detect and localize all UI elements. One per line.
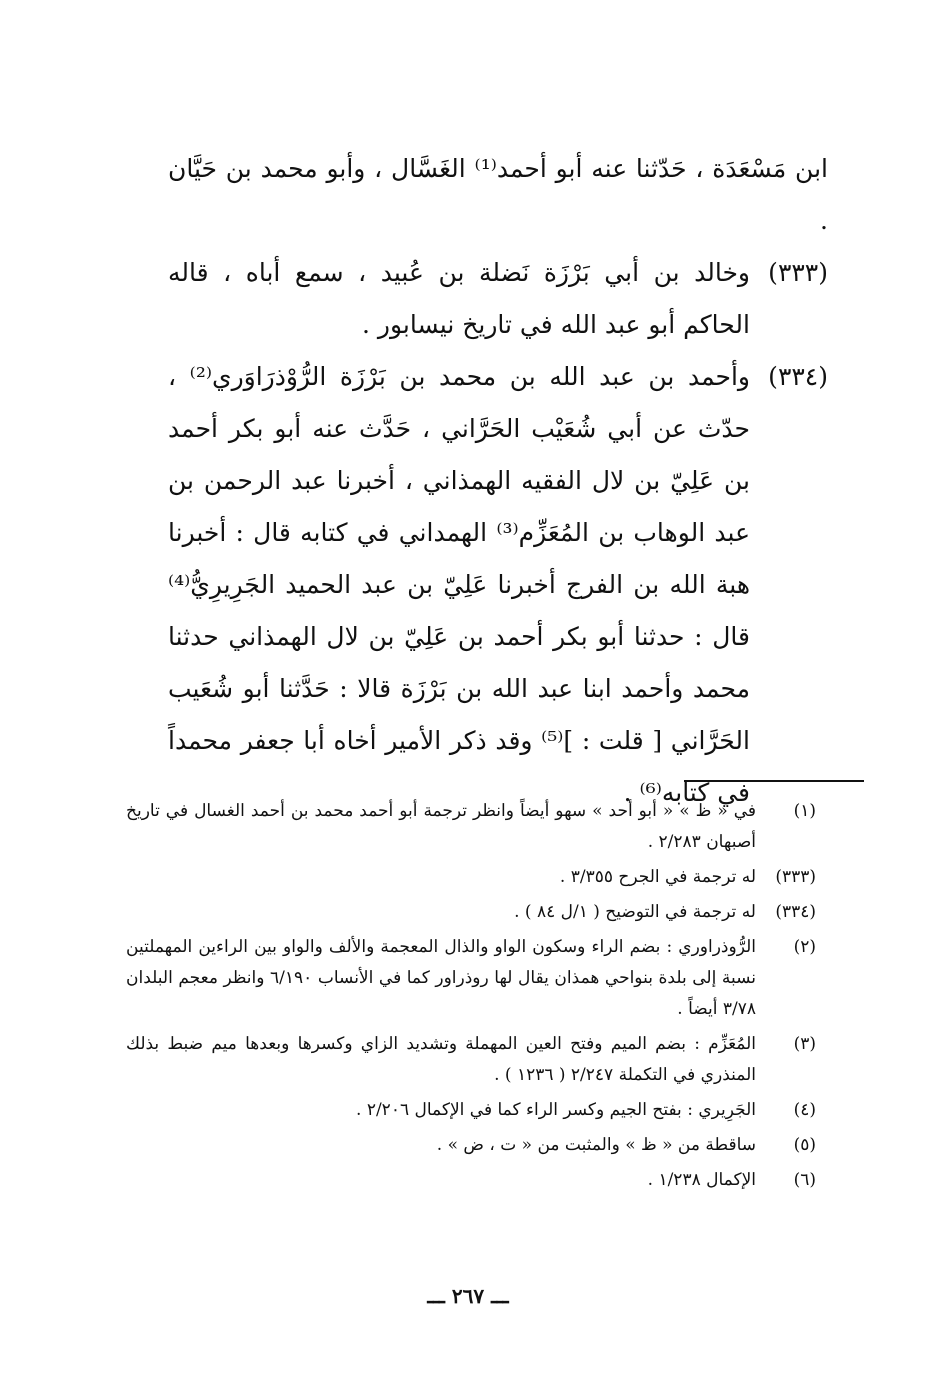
footnote-text: ساقطة من « ظ » والمثبت من « ت ، ض » . <box>436 1135 756 1155</box>
main-text <box>168 143 828 819</box>
entry-text: وخالد بن أبي بَرْزَة نَضلة بن عُبيد ، سمع أباه ، قاله الحاكم أبو عبد الله في تاريخ نيسابور . <box>168 258 750 339</box>
entry-number: (٣٣٣) <box>768 258 828 287</box>
footnote-333 <box>126 862 816 893</box>
footnote-text: الرُّوذراوري : بضم الراء وسكون الواو والذال المعجمة والألف والواو بين الراءين المهملتين نسبة إلى بلدة بنواحي همذان يقال لها روذراور كما في الأنساب ٦/١٩٠ وانظر معجم البلدان ٣/٧٨ أيضاً . <box>126 937 757 1019</box>
footnote-text: له ترجمة في التوضيح ( ١/ل ٨٤ ) . <box>514 902 756 922</box>
entry-333 <box>168 247 828 351</box>
footnote-text: في « ظ » « أبو أحد » سهو أيضاً وانظر ترجمة أبو أحمد محمد بن أحمد الغسال في تاريخ أصبهان ٢/٢٨٣ . <box>126 801 756 852</box>
entry-text: وأحمد بن عبد الله بن محمد بن بَرْزَة الرُّوْذرَاوَري⁽²⁾ ، حدّث عن أبي شُعَيْب الحَرَّاني ، حَدَّث عنه أبو بكر أحمد بن عَلِيّ بن لال الفقيه الهمذاني ، أخبرنا عبد الرحمن بن عبد الوهاب بن المُعَزِّم⁽³⁾ الهمداني في كتابه قال : أخبرنا هبة الله بن الفرج أخبرنا عَلِيّ بن عبد الحميد الجَرِيرِيُّ⁽⁴⁾ قال : حدثنا أبو بكر أحمد بن عَلِيّ بن لال الهمذاني حدثنا محمد وأحمد ابنا عبد الله بن بَرْزَة قالا : حَدَّثنا أبو شُعَيب الحَرَّاني [ قلت : ]⁽⁵⁾ وقد ذكر الأمير أخاه أبا جعفر محمداً في كتابه⁽⁶⁾ . <box>168 362 751 807</box>
paragraph-text: ابن مَسْعَدَة ، حَدّثنا عنه أبو أحمد⁽¹⁾ الغَسَّال ، وأبو محمد بن حَيَّان . <box>168 154 828 235</box>
entry-number: (٣٣٤) <box>768 362 828 391</box>
footnote-text: الإكمال ١/٢٣٨ . <box>647 1170 756 1190</box>
footnote-text: له ترجمة في الجرح ٣/٣٥٥ . <box>559 867 756 887</box>
footnote-1 <box>126 796 816 858</box>
footnote-number: (١) <box>793 801 816 821</box>
footnote-text: المُعَزِّم : بضم الميم وفتح العين المهملة وتشديد الزاي وكسرها وبعدها ميم ضبط بذلك المنذري في التكملة ٢/٢٤٧ ( ١٢٣٦ ) . <box>126 1034 756 1085</box>
footnote-3 <box>126 1029 816 1091</box>
footnote-5 <box>126 1130 816 1161</box>
footnote-number: (٥) <box>793 1135 816 1155</box>
footnote-number: (٤) <box>793 1100 816 1120</box>
footnote-divider <box>684 780 864 782</box>
continuation-paragraph <box>168 143 828 247</box>
footnotes <box>126 796 816 1200</box>
footnote-number: (٣٣٤) <box>775 902 816 922</box>
footnote-4 <box>126 1095 816 1126</box>
entry-334 <box>168 351 828 819</box>
footnote-text: الجَرِيري : بفتح الجيم وكسر الراء كما في الإكمال ٢/٢٠٦ . <box>356 1100 756 1120</box>
page-number: ـــ ٢٦٧ ـــ <box>427 1284 509 1308</box>
footnote-2 <box>126 932 816 1025</box>
footnote-6 <box>126 1165 816 1196</box>
footnote-number: (٢) <box>793 937 816 957</box>
footnote-number: (٦) <box>793 1170 816 1190</box>
footnote-334 <box>126 897 816 928</box>
footnote-number: (٣٣٣) <box>775 867 816 887</box>
footnote-number: (٣) <box>793 1034 816 1054</box>
